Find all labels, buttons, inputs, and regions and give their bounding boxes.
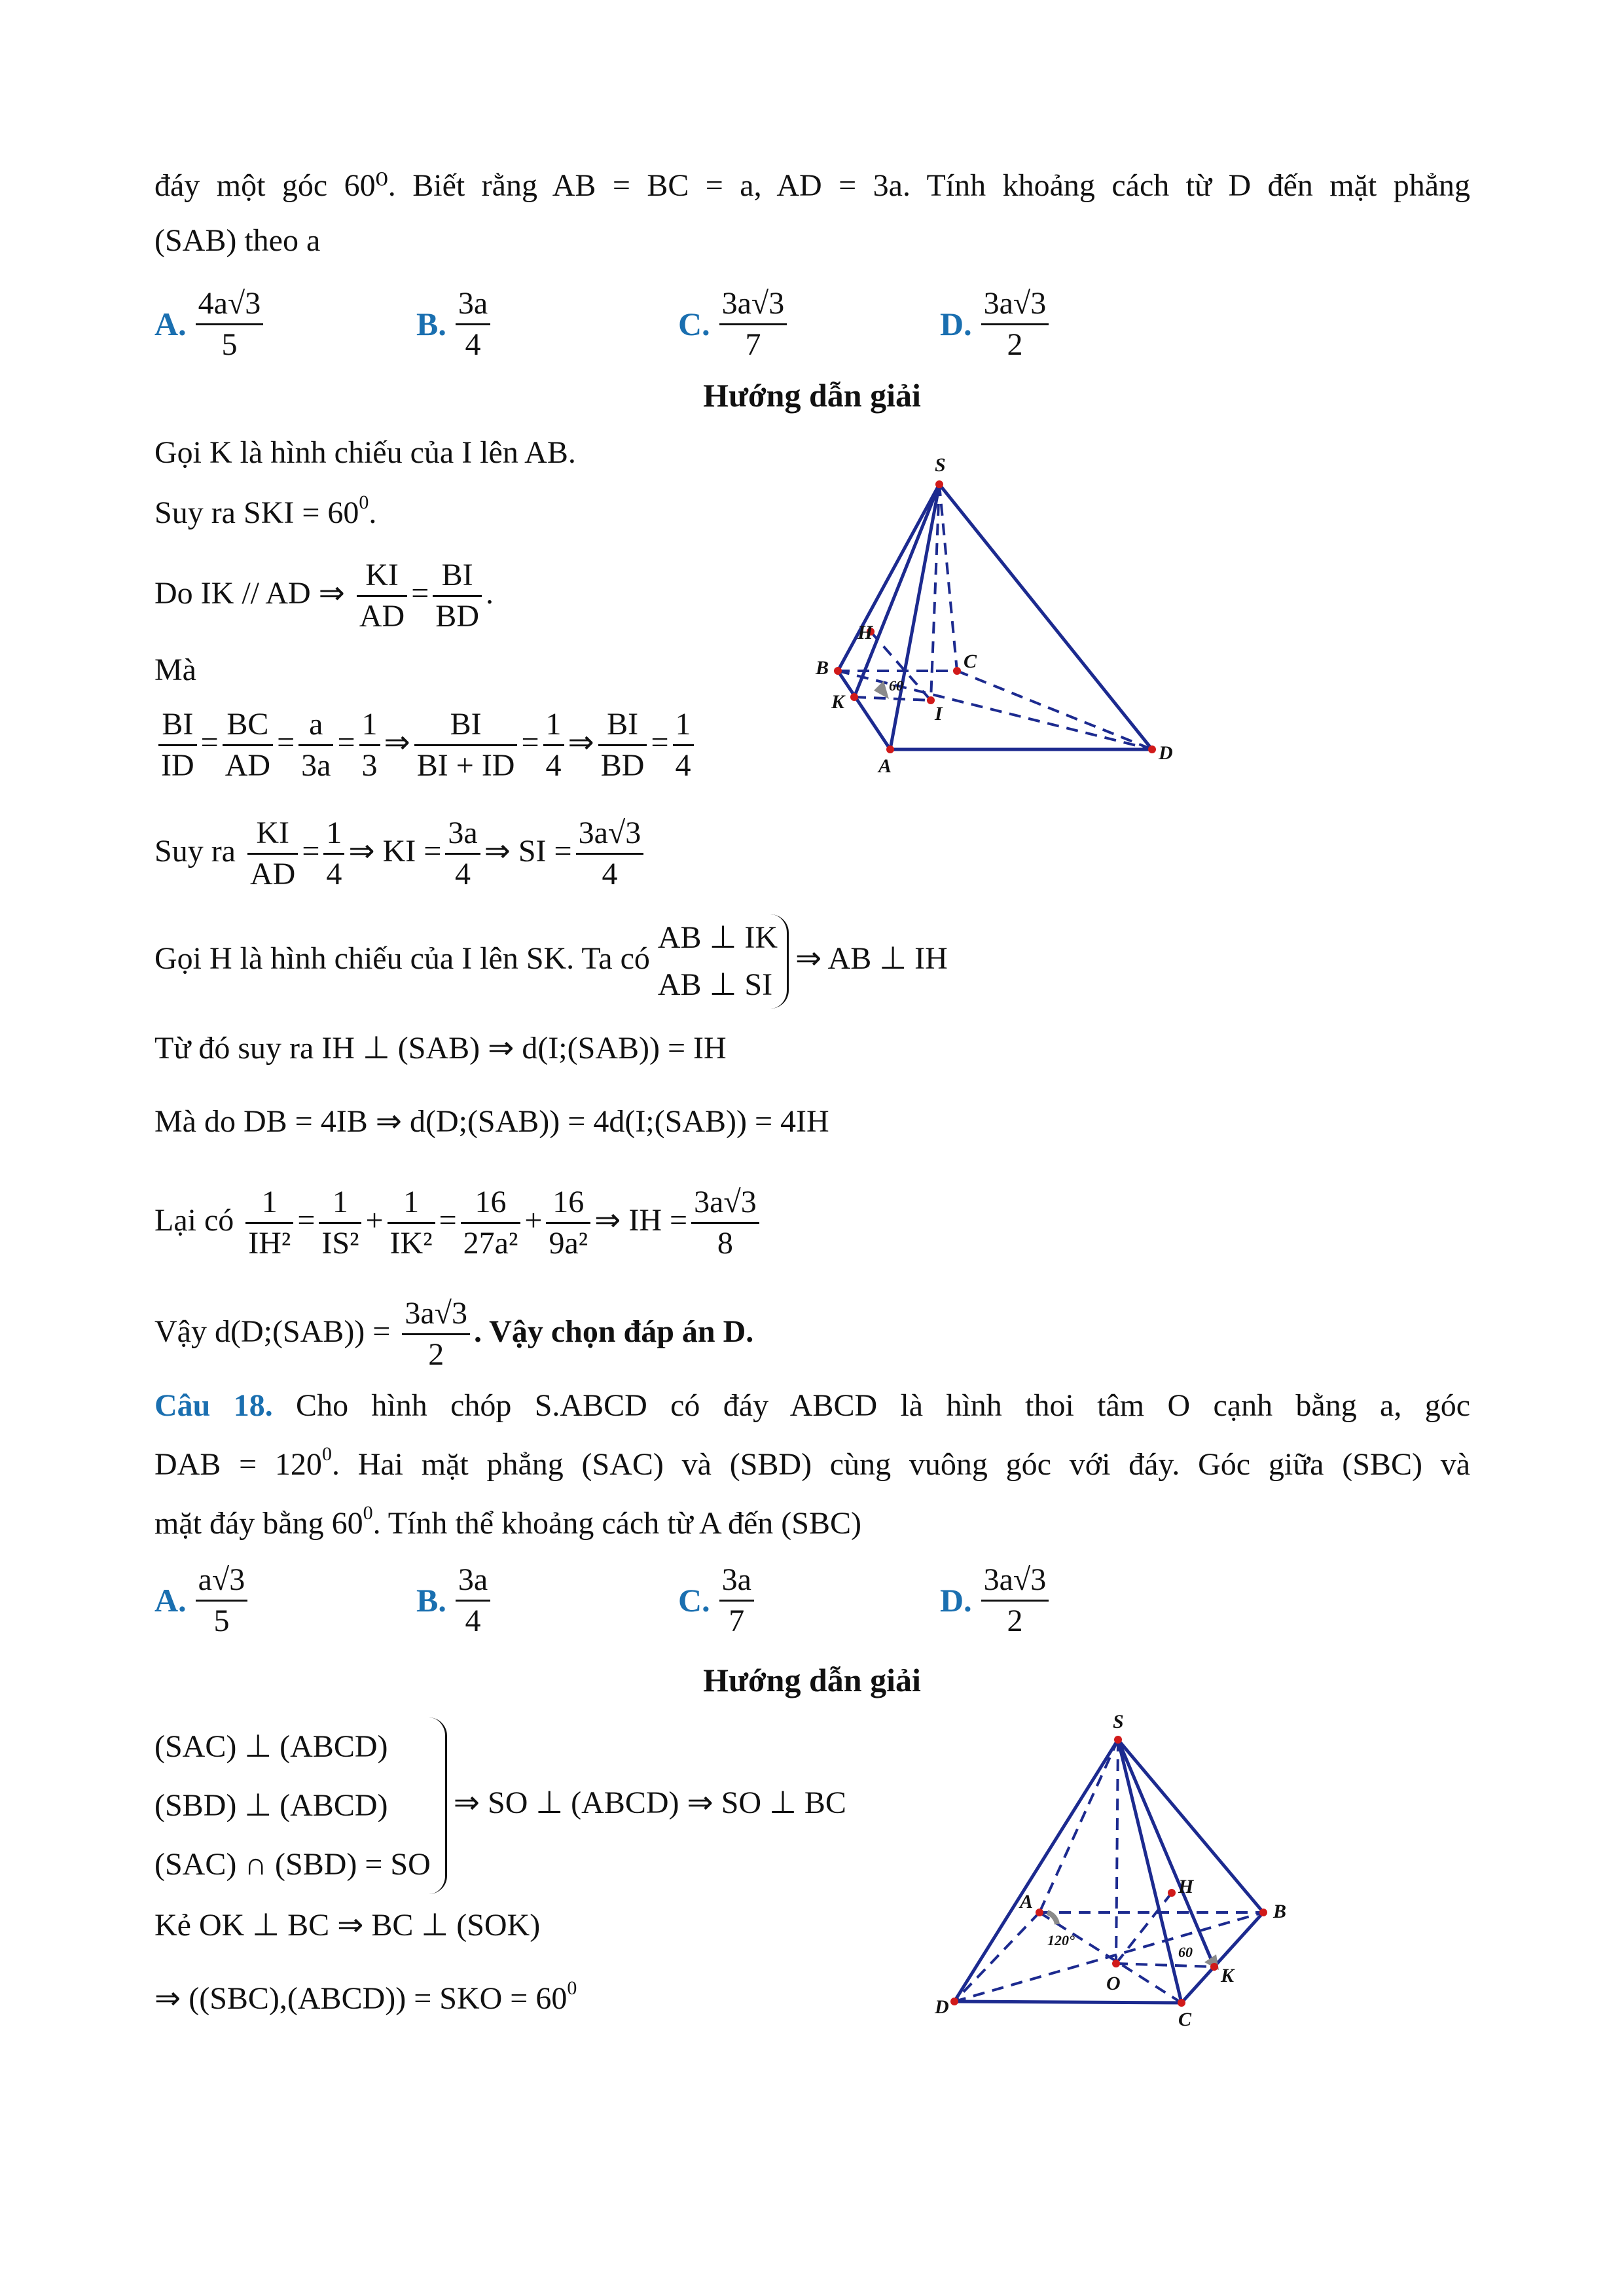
label: 60 [1178,1944,1193,1960]
label: K [831,691,845,713]
label: A [1020,1891,1034,1912]
option-letter: A. [154,306,187,342]
label: B [1273,1901,1287,1922]
q17-option-b[interactable] [416,281,494,367]
label: C [964,651,977,672]
label: D [1159,742,1173,764]
label: 60 [889,677,903,694]
label: K [1221,1965,1235,1986]
q18-line-2: DAB = $120^0$. Hai mặt phẳng (SAC) và (SBD) cùng vuông góc với đáy. Góc giữa (SBC) và [154,1443,1471,1482]
option-fraction: $\frac{3a}{4}$ [456,1563,490,1638]
q17-intro-line-2: (SAB) theo a [154,223,321,258]
q18-line-3: mặt đáy bằng $60^0$. Tính thể khoảng cách từ A đến (SBC) [154,1502,861,1541]
q17-option-d[interactable] [940,281,1053,367]
q17-option-a[interactable] [154,281,267,367]
edge-CD [957,671,1152,749]
edge-SA [890,484,939,749]
q17-step-4: Mà [154,653,196,687]
edge-BD [838,671,1152,749]
segment-KI [854,697,931,700]
q17-pyramid-figure [785,445,1191,785]
label: H [1178,1876,1194,1897]
question-number: Câu 18. [154,1388,273,1423]
option-fraction: $\frac{3a√3}{2}$ [981,287,1049,362]
option-fraction: $\frac{3a√3}{2}$ [981,1563,1049,1638]
q17-option-c[interactable] [678,281,791,367]
q17-step-11-conclusion: Vậy d(D;(SAB)) = $\frac{3a√3}{2}$ . Vậy chọn đáp án D. [154,1296,754,1372]
label: B [816,657,829,679]
q17-step-10: Lại có $\frac{1}{\text{IH²}}$ = $\frac{1}{\text{IS²}}$ + $\frac{1}{\text{IK²}}$ = $\frac{16}{\text{27a²}}$ + $\frac{16}{\text{9a²}}$ ⇒ IH = $\frac{3a√3}{8}$ [154,1172,763,1270]
q17-step-6: Suy ra $\frac{KI}{AD}$ = $\frac{1}{4}$ ⇒ KI = $\frac{3a}{4}$ ⇒ SI = $\frac{3a√3}{4}$ [154,809,647,894]
option-fraction: $\frac{3a}{7}$ [719,1563,754,1638]
label: S [1113,1711,1124,1732]
option-fraction: $\frac{3a√3}{7}$ [719,287,787,362]
q18-option-a[interactable] [154,1558,251,1643]
option-letter: D. [940,1582,972,1619]
q18-option-d[interactable] [940,1558,1053,1643]
q17-options [154,281,1470,367]
edge-SD [939,484,1152,749]
q18-step-2: Kẻ OK ⊥ BC ⇒ BC ⊥ (SOK) [154,1908,541,1943]
edge-DC [954,2001,1182,2003]
q17-step-1: Gọi K là hình chiếu của I lên AB. [154,435,576,470]
q17-step-5-ratio-chain: $\frac{BI}{ID}$ = $\frac{BC}{AD}$ = $\frac{a}{3a}$ = $\frac{1}{3}$ ⇒ $\frac{BI}{BI + ID}$ = $\frac{1}{4}$ ⇒ $\frac{BI}{BD}$ = $\frac{1}{4}$ [154,700,698,785]
q17-intro-line-1: đáy một góc 60⁰. Biết rằng AB = BC = a, AD = 3a. Tính khoảng cách từ D đến mặt phẳng [154,168,1470,203]
label: 120° [1047,1932,1075,1948]
label: I [935,703,943,725]
q17-points [834,480,1156,753]
q17-step-9: Mà do DB = 4IB ⇒ d(D;(SAB)) = 4d(I;(SAB)) = 4IH [154,1104,829,1139]
label: O [1106,1973,1121,1994]
q17-step-3: Do IK // AD ⇒ $\frac{KI}{AD}$ = $\frac{BI}{BD}$ . [154,558,494,634]
q18-points [950,1736,1267,2007]
label: S [935,454,946,476]
q18-system: (SAC) ⊥ (ABCD) (SBD) ⊥ (ABCD) (SAC) ∩ (SBD) = SO ⇒ SO ⊥ (ABCD) ⇒ SO ⊥ BC [154,1715,846,1894]
q18-option-b[interactable] [416,1558,494,1643]
q18-line-1: Câu 18. Cho hình chóp S.ABCD có đáy ABCD là hình thoi tâm O cạnh bằng a, góc [154,1388,1471,1423]
option-letter: D. [940,306,972,342]
edge-SO [1116,1740,1118,1964]
label: C [1178,2009,1192,2030]
option-letter: C. [678,306,710,342]
q18-pyramid-figure [916,1702,1322,2055]
q17-step-2: Suy ra SKI = $60^0$. [154,492,377,530]
q17-step-8: Từ đó suy ra IH ⊥ (SAB) ⇒ d(I;(SAB)) = IH [154,1031,727,1066]
q18-options [154,1558,1470,1643]
option-letter: C. [678,1582,710,1619]
segment-OK [1116,1964,1214,1967]
label: H [857,622,873,643]
option-fraction: $\frac{a√3}{5}$ [196,1563,248,1638]
q18-option-c[interactable] [678,1558,758,1643]
option-fraction: $\frac{4a√3}{5}$ [196,287,264,362]
label: D [935,1996,949,2018]
q18-solution-heading: Hướng dẫn giải [703,1662,921,1698]
edge-SK [854,484,939,697]
q18-step-3: ⇒ ((SBC),(ABCD)) = SKO = $60^0$ [154,1977,577,2016]
edge-CB [1182,1912,1263,2003]
label: A [878,755,892,777]
q17-step-7: Gọi H là hình chiếu của I lên SK. Ta có AB ⊥ IK AB ⊥ SI ⇒ AB ⊥ IH [154,910,948,1009]
option-letter: B. [416,306,446,342]
q17-solution-heading: Hướng dẫn giải [703,377,921,414]
edge-SA [1039,1740,1118,1912]
edge-SC [939,484,957,671]
option-letter: A. [154,1582,187,1619]
option-fraction: $\frac{3a}{4}$ [456,287,490,362]
option-letter: B. [416,1582,446,1619]
edge-SB [838,484,939,671]
